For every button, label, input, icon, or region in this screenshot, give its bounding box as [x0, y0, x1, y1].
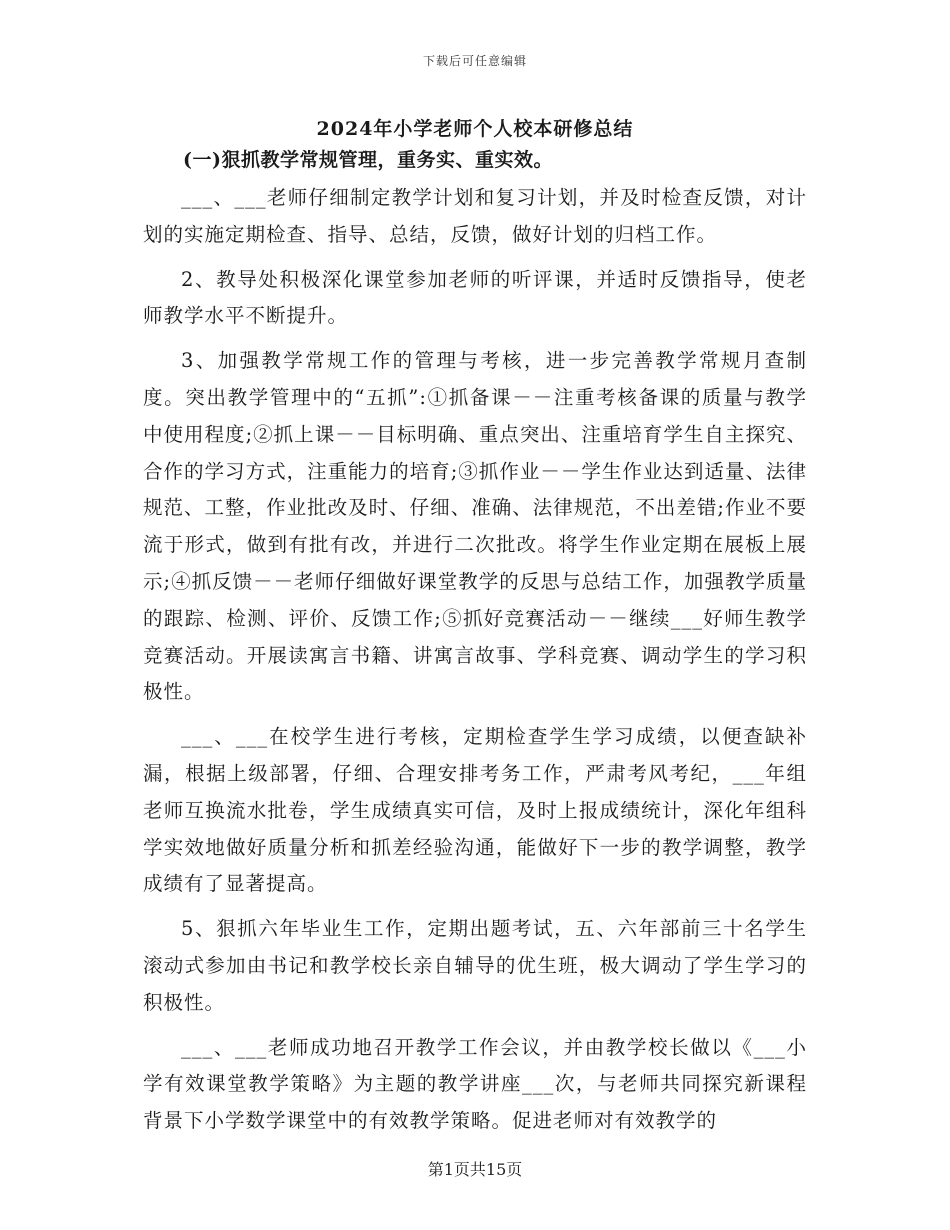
- paragraph-4: ___、___在校学生进行考核，定期检查学生学习成绩，以便查缺补漏，根据上级部署，仔细、合理安排考务工作，严肃考风考纪，___年组老师互换流水批卷，学生成绩真实可信，及时上报成绩统计，深化年组科学实效地做好质量分析和抓差经验沟通，能做好下一步的教学调整，教学成绩有了显著提高。: [143, 725, 807, 896]
- paragraph-5: 5、狠抓六年毕业生工作，定期出题考试，五、六年部前三十名学生滚动式参加由书记和教学校长亲自辅导的优生班，极大调动了学生学习的积极性。: [143, 917, 807, 1014]
- paragraph-1: ___、___老师仔细制定教学计划和复习计划，并及时检查反馈，对计划的实施定期检查、指导、总结，反馈，做好计划的归档工作。: [143, 186, 807, 246]
- document-title: 2024年小学老师个人校本研修总结: [316, 118, 634, 140]
- paragraph-2: 2、教导处积极深化课堂参加老师的听评课，并适时反馈指导，使老师教学水平不断提升。: [143, 267, 807, 328]
- paragraph-3: 3、加强教学常规工作的管理与考核，进一步完善教学常规月查制度。突出教学管理中的“五抓”:①抓备课－－注重考核备课的质量与教学中使用程度;②抓上课－－目标明确、重点突出、注重培育学生自主探究、合作的学习方式，注重能力的培育;③抓作业－－学生作业达到适量、法律规范、工整，作业批改及时、仔细、准确、法律规范，不出差错;作业不要流于形式，做到有批有改，并进行二次批改。将学生作业定期在展板上展示;④抓反馈－－老师仔细做好课堂教学的反思与总结工作，加强教学质量的跟踪、检测、评价、反馈工作;⑤抓好竞赛活动－－继续___好师生教学竞赛活动。开展读寓言书籍、讲寓言故事、学科竞赛、调动学生的学习积极性。: [143, 349, 807, 704]
- section-heading: (一)狠抓教学常规管理，重务实、重实效。: [183, 149, 553, 171]
- page-number: 第1页共15页: [427, 1160, 523, 1179]
- header-note: 下载后可任意编辑: [422, 54, 527, 68]
- paragraph-6: ___、___老师成功地召开教学工作会议，并由教学校长做以《___小学有效课堂教学策略》为主题的教学讲座___次，与老师共同探究新课程背景下小学数学课堂中的有效教学策略。促进老师对有效教学的: [143, 1035, 807, 1133]
- document-body: [143, 140, 807, 1140]
